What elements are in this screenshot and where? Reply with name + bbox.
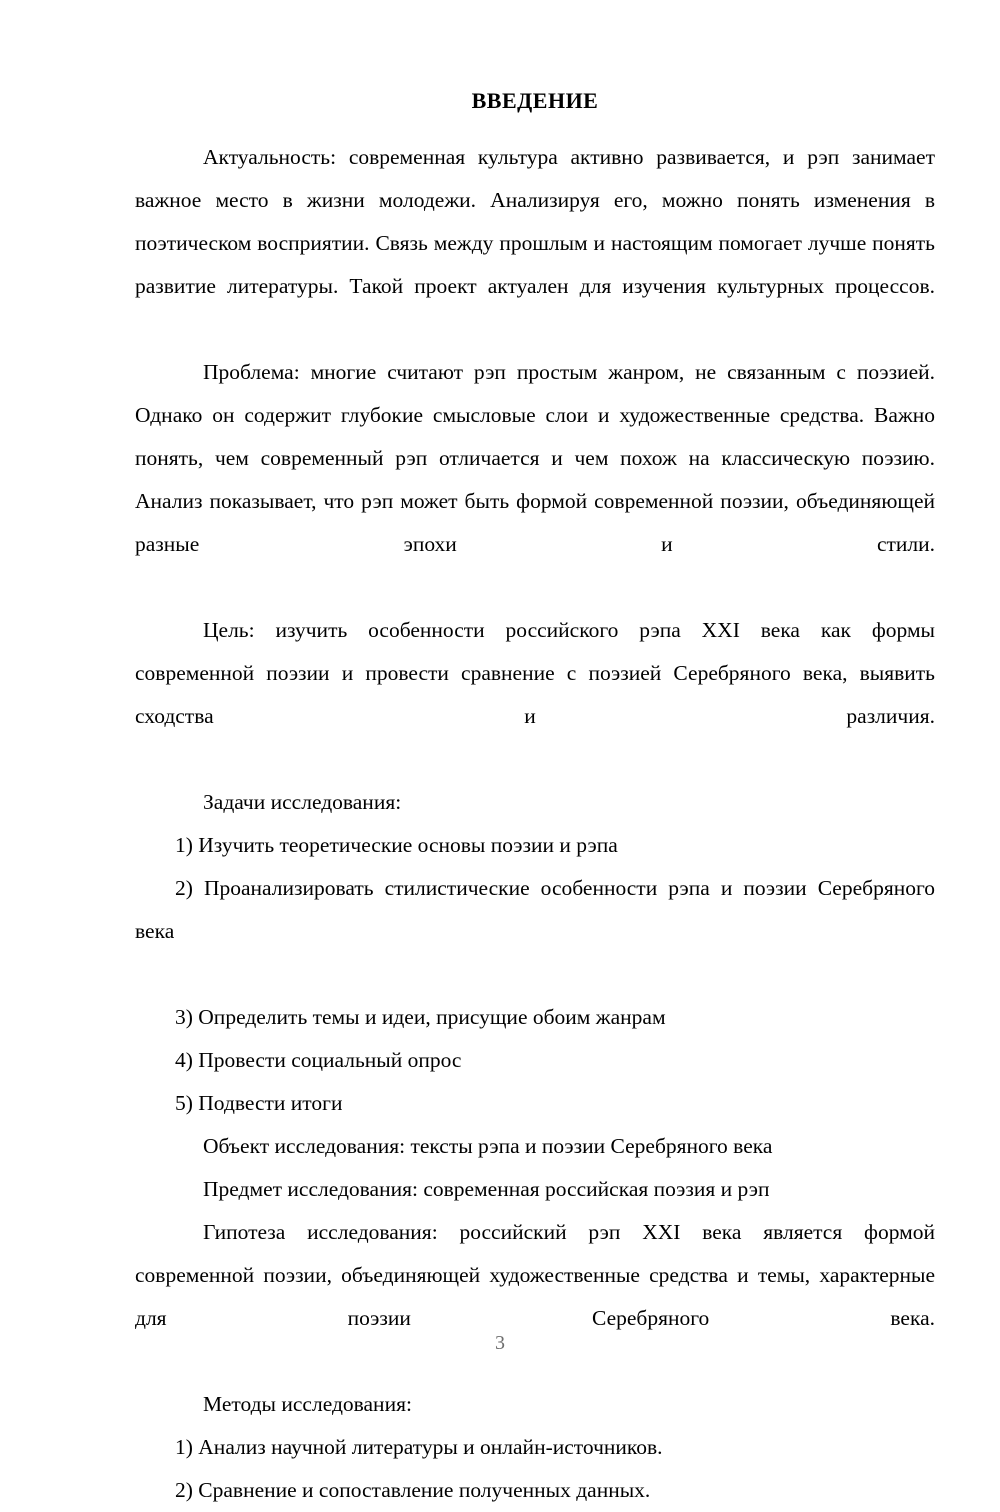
task-item-3: 3) Определить темы и идеи, присущие обоим жанрам: [175, 1005, 666, 1030]
page-number: 3: [495, 1332, 505, 1354]
task-item-1: 1) Изучить теоретические основы поэзии и рэпа: [175, 833, 618, 858]
page-content: [135, 88, 935, 1512]
research-object: Объект исследования: тексты рэпа и поэзии Серебряного века: [203, 1134, 773, 1159]
research-hypothesis: Гипотеза исследования: российский рэп XXI века является формой современной поэзии, объединяющей художественные средства и темы, характерные для поэзии Серебряного века.: [135, 1220, 935, 1331]
task-item-5: 5) Подвести итоги: [175, 1091, 343, 1116]
research-subject: Предмет исследования: современная российская поэзия и рэп: [203, 1177, 770, 1202]
paragraph-relevance: Актуальность: современная культура активно развивается, и рэп занимает важное место в жизни молодежи. Анализируя его, можно понять изменения в поэтическом восприятии. Связь между прошлым и настоящим помогает лучше понять развитие литературы. Такой проект актуален для изучения культурных процессов.: [135, 145, 935, 299]
page-title: ВВЕДЕНИЕ: [471, 88, 599, 113]
methods-heading: Методы исследования:: [203, 1392, 412, 1417]
paragraph-problem: Проблема: многие считают рэп простым жанром, не связанным с поэзией. Однако он содержит глубокие смысловые слои и художественные средства. Важно понять, чем современный рэп отличается и чем похож на классическую поэзию. Анализ показывает, что рэп может быть формой современной поэзии, объединяющей разные эпохи и стили.: [135, 360, 935, 557]
task-item-4: 4) Провести социальный опрос: [175, 1048, 462, 1073]
method-item-2: 2) Сравнение и сопоставление полученных данных.: [175, 1478, 651, 1503]
method-item-1: 1) Анализ научной литературы и онлайн-источников.: [175, 1435, 663, 1460]
tasks-heading: Задачи исследования:: [203, 790, 402, 815]
task-item-2: 2) Проанализировать стилистические особенности рэпа и поэзии Серебряного века: [135, 876, 935, 944]
paragraph-goal: Цель: изучить особенности российского рэпа XXI века как формы современной поэзии и провести сравнение с поэзией Серебряного века, выявить сходства и различия.: [135, 618, 935, 729]
